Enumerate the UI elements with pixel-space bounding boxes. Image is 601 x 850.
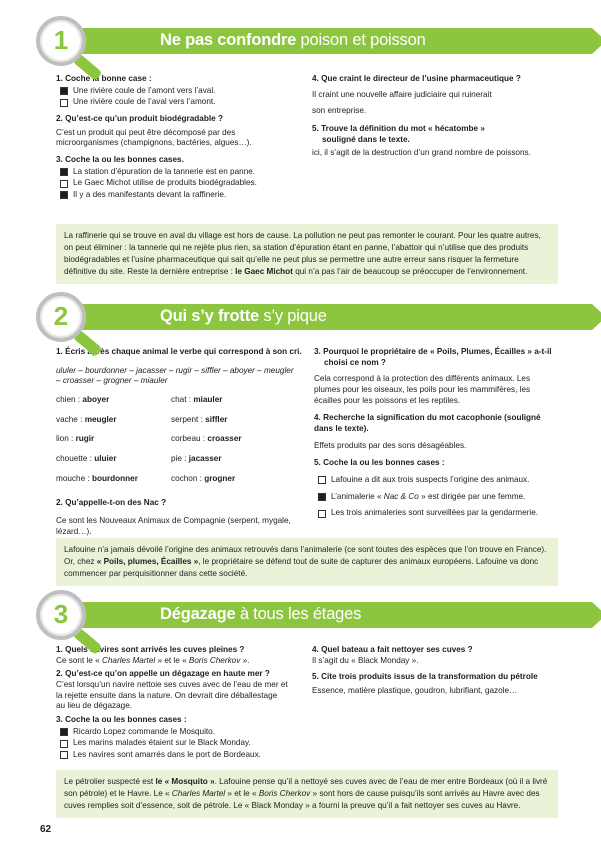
s3-left-column (56, 645, 306, 764)
checkbox-checked[interactable] (60, 87, 68, 95)
s3-right-column (312, 645, 562, 700)
checkbox-unchecked[interactable] (318, 476, 326, 484)
s3-solution-box: Le pétrolier suspecté est le « Mosquito ». Lafouine pense qu’il a nettoyé ses cuves avec de l’eau de mer entre Bordeaux (où il a livré son pétrole) et le Havre. Le « Charles Martel » et le « Boris Cherkov » sont hors de cause puisqu’ils sont arrivés au Havre avec des cuves remplies soit d’essence, soit de pétrole. Le « Black Monday » a fourni la preuve qu’il a fait nettoyer ses cuves au Havre. (56, 770, 558, 818)
checkbox-option[interactable]: Il y a des manifestants devant la raffinerie. (60, 190, 296, 201)
animal-verb-pair: chat : miauler (171, 394, 223, 404)
s2-right-column (314, 347, 564, 522)
verb-list: ululer – bourdonner – jacasser – rugir – siffler – aboyer – meugler – croasser – grogner – miauler (56, 365, 294, 386)
question-1: 1. Coche la bonne case : Une rivière coule de l’amont vers l’aval. Une rivière coule de l’aval vers l’amont. (56, 74, 296, 108)
s1-solution-box: La raffinerie qui se trouve en aval du village est hors de cause. La pollution ne peut pas remonter le courant. Pour les quatre autres, on peut éliminer : la tannerie qui ne rejète plus rien, sa station d’épuration étant en panne, l’abattoir qui n’utilise que des produits biodégradables et l’usine pharmaceutique qui sait qu’elle ne peut plus se permettre une autre erreur sans risquer la fermeture définitive du site. Reste la dernière entreprise : le Gaec Michot qui n’a pas l’air de beaucoup se préoccuper de l’environnement. (56, 224, 558, 284)
checkbox-checked[interactable] (318, 493, 326, 501)
checkbox-option[interactable]: Les marins malades étaient sur le Black Monday. (60, 738, 306, 749)
checkbox-option[interactable]: Ricardo Lopez commande le Mosquito. (60, 727, 306, 738)
animal-verb-pair: lion : rugir (56, 434, 95, 444)
section-number: 2 (53, 301, 69, 332)
question-4: 4. Quel bateau a fait nettoyer ses cuves ? Il s’agit du « Black Monday ». (312, 645, 473, 665)
checkbox-unchecked[interactable] (60, 740, 68, 748)
animal-verb-pair: cochon : grogner (171, 473, 236, 483)
section-title: Ne pas confondre poison et poisson (160, 31, 426, 50)
s1-left-column (56, 74, 296, 204)
animal-verb-pair: chouette : uluier (56, 453, 117, 463)
question-5: 5. Coche la ou les bonnes cases : Lafouine a dit aux trois suspects l’origine des animaux. L’animalerie « Nac & Co » est dirigée par une femme. Les trois animaleries sont surveillées par la gendarmerie. (314, 458, 564, 519)
animal-verb-grid (56, 395, 306, 484)
question-4: 4. Recherche la signification du mot cacophonie (souligné dans le texte). Effets produits par des sons désagéables. (314, 413, 541, 450)
question-5: 5. Trouve la définition du mot « hécatombe » souligné dans le texte. ici, il s’agit de la destruction d’un grand nombre de poissons. (312, 123, 531, 158)
checkbox-option[interactable]: L’animalerie « Nac & Co » est dirigée par une femme. (318, 492, 564, 503)
animal-verb-pair: pie : jacasser (171, 453, 222, 463)
magnifier-icon (36, 16, 86, 66)
checkbox-unchecked[interactable] (60, 751, 68, 759)
checkbox-checked[interactable] (60, 728, 68, 736)
question-5: 5. Cite trois produits issus de la transformation du pétrole Essence, matière plastique, goudron, lubrifiant, gazole… (312, 672, 538, 695)
section-number: 1 (53, 25, 69, 56)
question-1: 1. Écris après chaque animal le verbe qui correspond à son cri. ululer – bourdonner – jacasser – rugir – siffler – aboyer – meugler – croasser – grogner – miauler chien : aboyer chat : miauler vache : meugler serpent : siffler lion : rugir corbeau : croasser chouette : uluier pie : jacasser mouche : bourdonner cochon : grogner (56, 347, 306, 484)
section-title: Qui s’y frotte s’y pique (160, 307, 327, 326)
magnifier-icon (36, 292, 86, 342)
animal-verb-pair: mouche : bourdonner (56, 473, 138, 483)
s1-right-column (312, 74, 562, 162)
question-3: 3. Coche la ou les bonnes cases : Ricardo Lopez commande le Mosquito. Les marins malades étaient sur le Black Monday. Les navires sont amarrés dans le port de Bordeaux. (56, 715, 306, 761)
section-title-bar (80, 28, 592, 54)
question-2: 2. Qu’appelle-t-on des Nac ? Ce sont les Nouveaux Animaux de Compagnie (serpent, mygale, lézard…). (56, 498, 291, 536)
question-2: 2. Qu’est-ce qu’on appelle un dégazage en haute mer ? C’est lorsqu’un navire nettoie ses cuves avec de l’eau de mer et la rejette ensuite dans la nature. On devrait dire déballestage au lieu de dégazage. (56, 669, 288, 711)
section-title-bar (80, 602, 592, 628)
checkbox-option[interactable]: Les navires sont amarrés dans le port de Bordeaux. (60, 750, 306, 761)
checkbox-option[interactable]: Une rivière coule de l’amont vers l’aval. (60, 86, 296, 97)
s2-solution-box: Lafouine n’a jamais dévoilé l’origine des animaux retrouvés dans l’animalerie (ce sont toutes des espèces que l’on trouve en France). Or, chez « Poils, plumes, Écailles », le propriétaire se défend tout de suite de capturer des animaux européens. Lafouine va donc commencer par perquisitionner dans cette société. (56, 538, 558, 586)
checkbox-option[interactable]: La station d’épuration de la tannerie est en panne. (60, 167, 296, 178)
s2-left-column (56, 347, 306, 540)
page-number: 62 (40, 824, 52, 835)
checkbox-option[interactable]: Le Gaec Michot utilise de produits biodégradables. (60, 178, 296, 189)
question-2: 2. Qu’est-ce qu’un produit biodégradable ? C’est un produit qui peut être décomposé par des microorganismes (champignons, bactéries, algues…). (56, 113, 252, 148)
checkbox-checked[interactable] (60, 191, 68, 199)
section-title-bar (80, 304, 592, 330)
checkbox-option[interactable]: Lafouine a dit aux trois suspects l’origine des animaux. (318, 475, 564, 486)
checkbox-checked[interactable] (60, 168, 68, 176)
animal-verb-pair: corbeau : croasser (171, 434, 242, 444)
section-number: 3 (53, 599, 69, 630)
question-3: 3. Coche la ou les bonnes cases. La station d’épuration de la tannerie est en panne. Le Gaec Michot utilise de produits biodégradables. Il y a des manifestants devant la raffinerie. (56, 155, 296, 201)
question-1: 1. Quels navires sont arrivés les cuves pleines ? Ce sont le « Charles Martel » et le « Boris Cherkov ». (56, 645, 250, 665)
question-4: 4. Que craint le directeur de l’usine pharmaceutique ? Il craint une nouvelle affaire judiciaire qui ruinerait son entreprise. (312, 74, 521, 116)
section-title: Dégazage à tous les étages (160, 605, 362, 624)
animal-verb-pair: chien : aboyer (56, 394, 110, 404)
question-3: 3. Pourquoi le propriétaire de « Poils, Plumes, Écailles » a-t-il choisi ce nom ? Cela correspond à la protection des différents animaux. Les plumes pour les oiseaux, les poils pour les mammifères, les écailles pour les poissons et les reptiles. (314, 347, 552, 405)
checkbox-unchecked[interactable] (60, 180, 68, 188)
animal-verb-pair: serpent : siffler (171, 414, 228, 424)
checkbox-option[interactable]: Les trois animaleries sont surveillées par la gendarmerie. (318, 508, 564, 519)
magnifier-icon (36, 590, 86, 640)
checkbox-unchecked[interactable] (60, 99, 68, 107)
checkbox-option[interactable]: Une rivière coule de l’aval vers l’amont. (60, 97, 296, 108)
animal-verb-pair: vache : meugler (56, 414, 117, 424)
checkbox-unchecked[interactable] (318, 510, 326, 518)
